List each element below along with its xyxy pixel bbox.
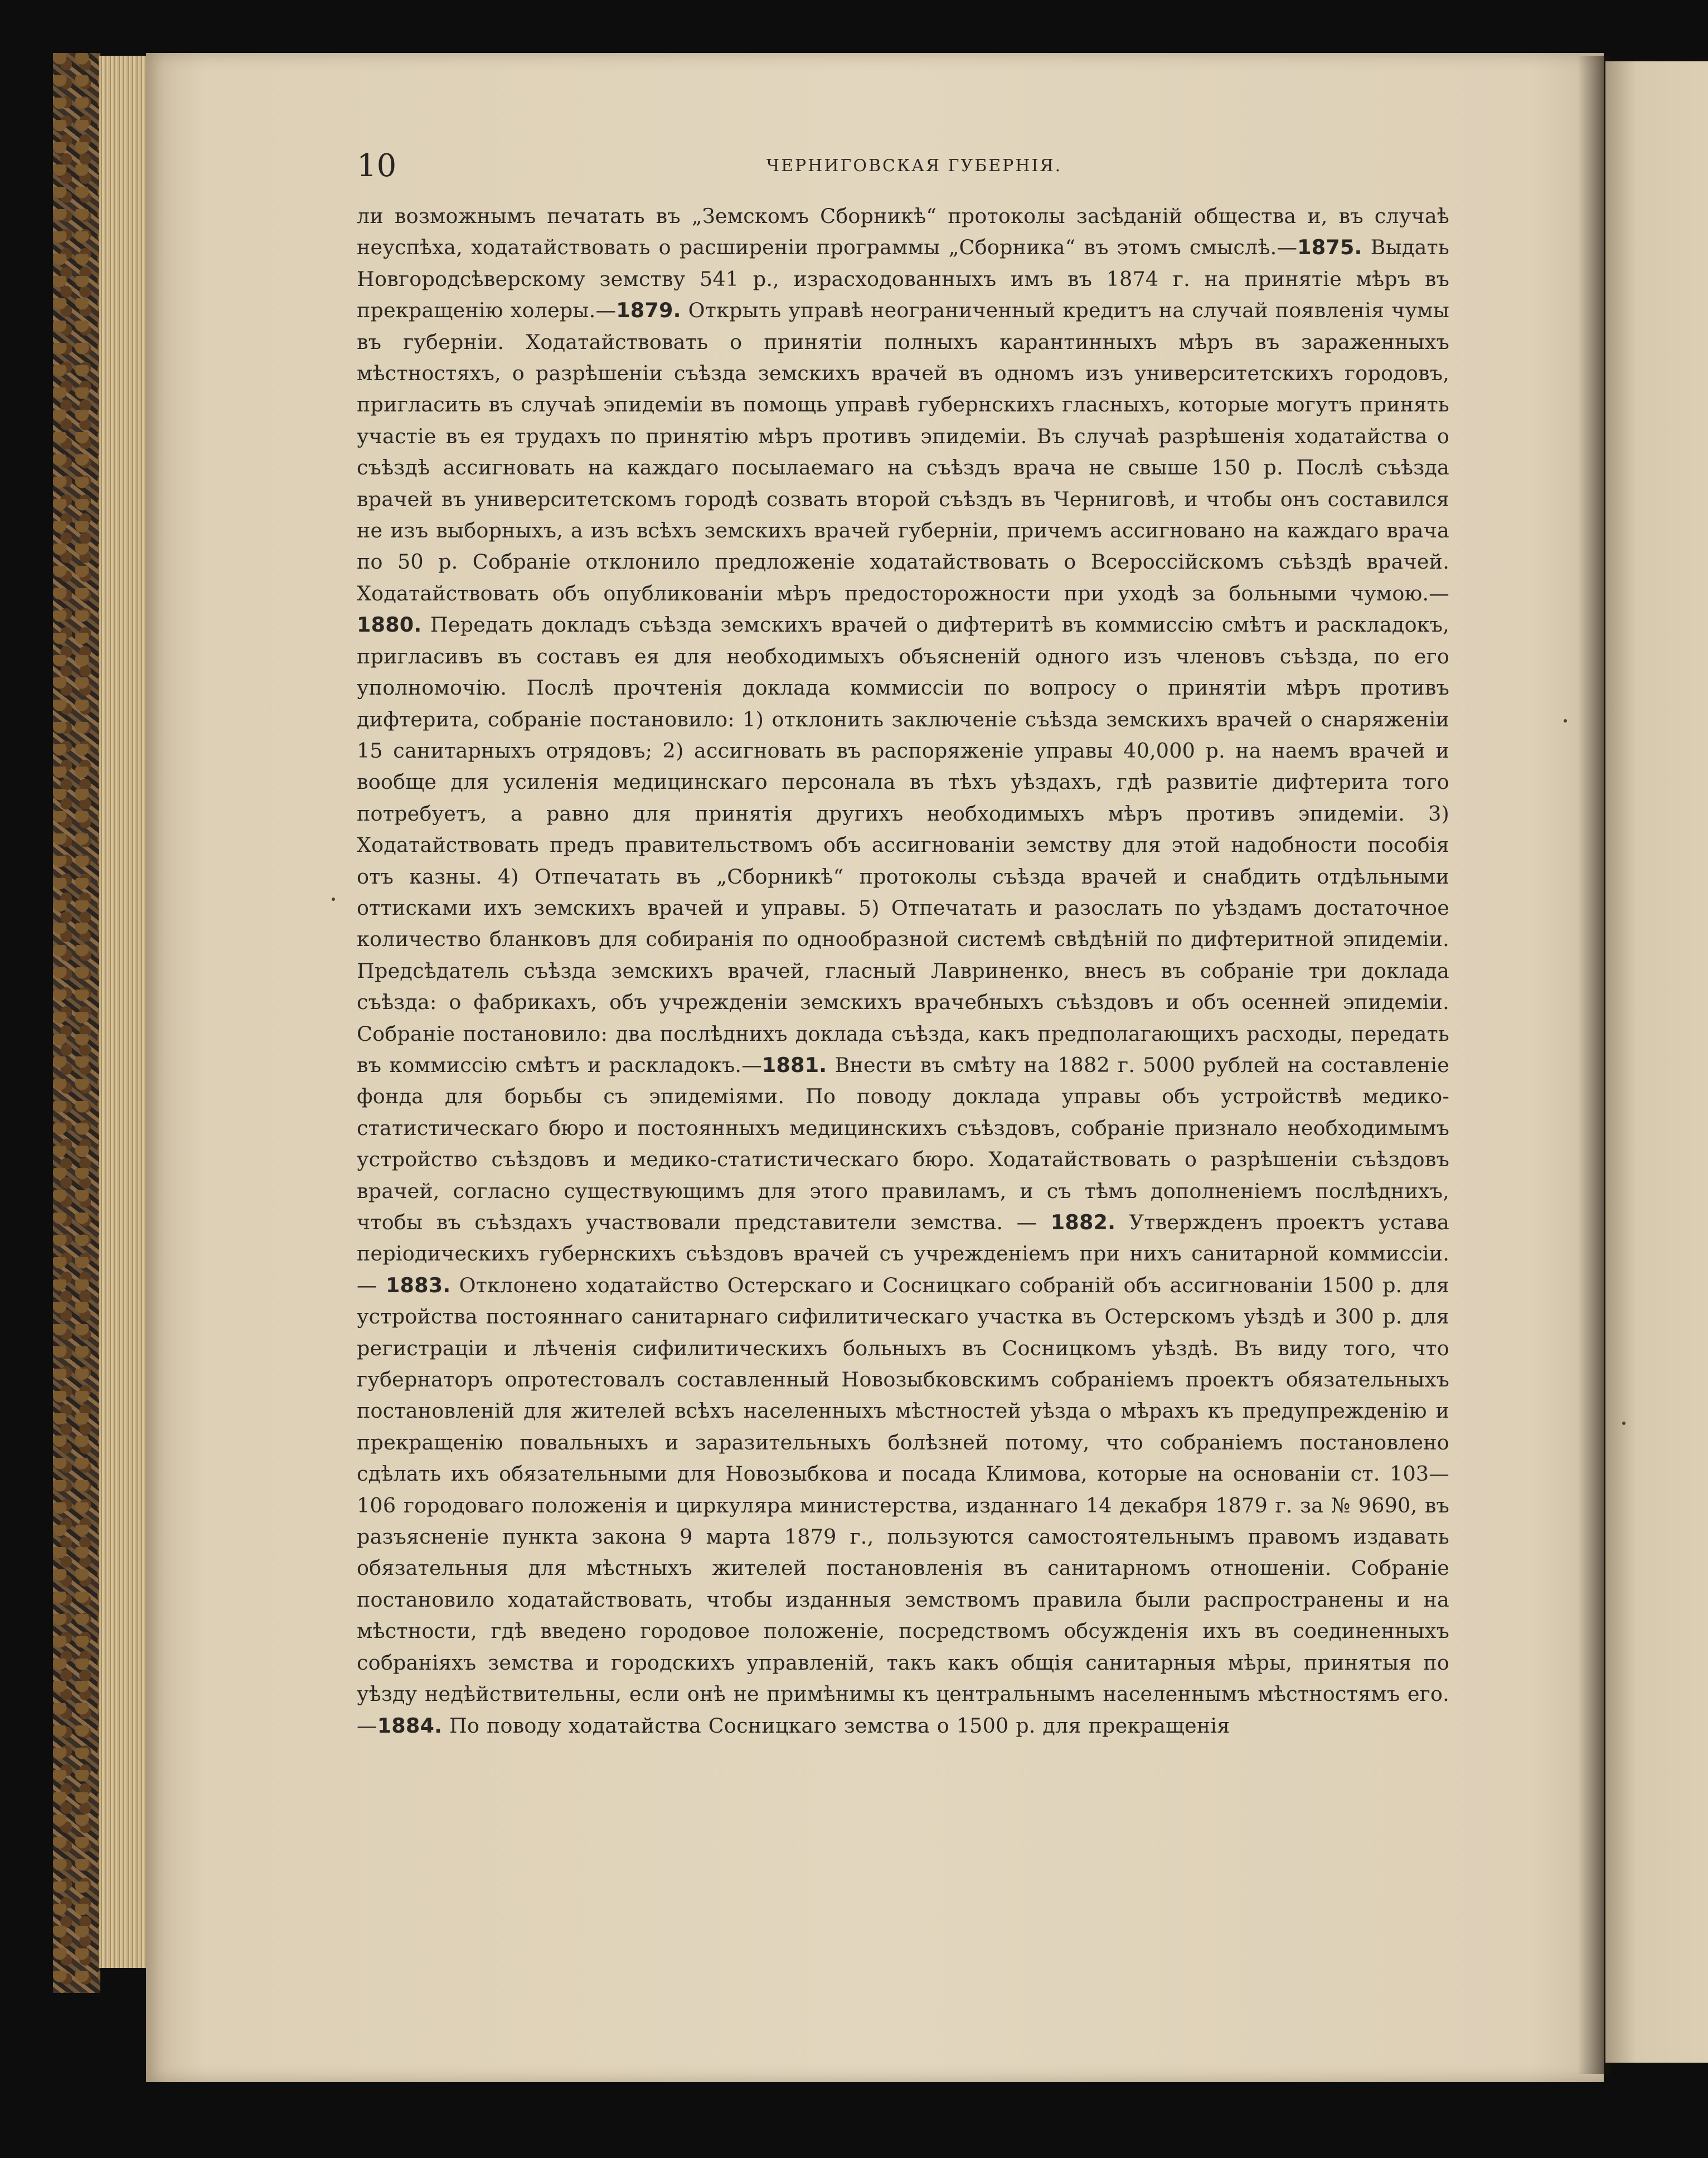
main-paragraph [357,201,1449,1742]
paragraph-text: Выдать Новгородсѣверскому земству 541 р., израсходованныхъ имъ въ 1874 г. на принятіе мѣръ въ прекращенію холеры.— [357,235,1449,323]
paragraph-text: Утвержденъ проектъ устава періодическихъ губернскихъ съѣздовъ врачей съ учрежденіемъ при нихъ санитарной коммиссіи. — [357,1210,1449,1297]
page-stack-edges [99,56,149,1968]
paragraph-text: Внести въ смѣту на 1882 г. 5000 рублей на составленіе фонда для борьбы съ эпидеміями. По поводу доклада управы объ устройствѣ медико-статистическаго бюро и постоянныхъ медицинскихъ съѣздовъ, собраніе признало необходимымъ устройство съѣздовъ и медико-статистическаго бюро. Ходатайствовать о разрѣшеніи съѣздовъ врачей, согласно существующимъ для этого правиламъ, и съ тѣмъ дополненіемъ послѣднихъ, чтобы въ съѣздахъ участвовали представители земства. — [357,1053,1450,1234]
paragraph-text: По поводу ходатайства Сосницкаго земства о 1500 р. для прекращенія [442,1713,1230,1738]
paragraph-text: Передать докладъ съѣзда земскихъ врачей о дифтеритѣ въ коммиссію смѣтъ и раскладокъ, пригласивъ въ составъ ея для необходимыхъ объясненій одного изъ членовъ съѣзда, по его уполномочію. Послѣ прочтенія доклада коммиссіи по вопросу о принятіи мѣръ противъ дифтерита, собраніе постановило: 1) отклонить заключеніе съѣзда земскихъ врачей о снаряженіи 15 санитарныхъ отрядовъ; 2) ассигновать въ распоряженіе управы 40,000 р. на наемъ врачей и вообще для усиленія медицинскаго персонала въ тѣхъ уѣздахъ, гдѣ развитіе дифтерита того потребуетъ, а равно для принятія другихъ необходимыхъ мѣръ противъ эпидеміи. 3) Ходатайствовать предъ правительствомъ объ ассигнованіи земству для этой надобности пособія отъ казны. 4) Отпечатать въ „Сборникѣ“ протоколы съѣзда врачей и снабдить отдѣльными оттисками ихъ земскихъ врачей и управы. 5) Отпечатать и разослать по уѣздамъ достаточное количество бланковъ для собиранія по однообразной системѣ свѣдѣній по дифтеритной эпидеміи. Предсѣдатель съѣзда земскихъ врачей, гласный Лавриненко, внесъ въ собраніе три доклада съѣзда: о фабрикахъ, объ учрежденіи земскихъ врачебныхъ съѣздовъ и объ осенней эпидеміи. Собраніе постановило: два послѣднихъ доклада съѣзда, какъ предполагающихъ расходы, передать въ коммиссію смѣтъ и раскладокъ.— [357,613,1449,1077]
body-text [357,201,1449,1742]
running-title: ЧЕРНИГОВСКАЯ ГУБЕРНІЯ. [766,156,1062,176]
page-header [357,144,1472,188]
year-marker: 1882. [1050,1210,1116,1234]
year-marker: 1875. [1297,235,1362,260]
year-marker: 1881. [761,1053,827,1077]
year-marker: 1880. [357,613,422,637]
year-marker: 1879. [616,298,681,323]
year-marker: 1884. [377,1713,443,1738]
paper-speck [1564,719,1567,722]
marbled-cover-edge [53,53,100,1993]
paragraph-text: ли возможнымъ печатать въ „Земскомъ Сборникѣ“ протоколы засѣданій общества и, въ случаѣ неуспѣха, ходатайствовать о расширеніи программы „Сборника“ въ этомъ смыслѣ.— [357,204,1449,260]
paper-speck [332,898,335,901]
facing-page-edge [1605,61,1708,2063]
paragraph-text: Отклонено ходатайство Остерскаго и Сосницкаго собраній объ ассигнованіи 1500 р. для устройства постояннаго санитарнаго сифилитическаго участка въ Остерскомъ уѣздѣ и 300 р. для регистраціи и лѣченія сифилитическихъ больныхъ въ Сосницкомъ уѣздѣ. Въ виду того, что губернаторъ опротестовалъ составленный Новозыбковскимъ собраніемъ проектъ обязательныхъ постановленій для жителей всѣхъ населенныхъ мѣстностей уѣзда о мѣрахъ къ предупрежденію и прекращенію повальныхъ и заразительныхъ болѣзней потому, что собраніемъ постановлено сдѣлать ихъ обязательными для Новозыбкова и посада Климова, которые на основаніи ст. 103—106 городоваго положенія и циркуляра министерства, изданнаго 14 декабря 1879 г. за № 9690, въ разъясненіе пункта закона 9 марта 1879 г., пользуются самостоятельнымъ правомъ издавать обязательныя для мѣстныхъ жителей постановленія въ санитарномъ отношеніи. Собраніе постановило ходатайствовать, чтобы изданныя земствомъ правила были распространены и на мѣстности, гдѣ введено городовое положеніе, посредствомъ обсужденія ихъ въ соединенныхъ собраніяхъ земства и городскихъ управленій, такъ какъ общія санитарныя мѣры, принятыя по уѣзду недѣйствительны, если онѣ не примѣнимы къ центральнымъ населеннымъ мѣстностямъ его.— [357,1273,1449,1738]
year-marker: 1883. [385,1273,451,1297]
paper-speck [1622,1422,1625,1425]
paragraph-text: Открыть управѣ неограниченный кредитъ на случай появленія чумы въ губерніи. Ходатайствовать о принятіи полныхъ карантинныхъ мѣръ въ зараженныхъ мѣстностяхъ, о разрѣшеніи съѣзда земскихъ врачей въ одномъ изъ университетскихъ городовъ, пригласить въ случаѣ эпидеміи въ помощь управѣ губернскихъ гласныхъ, которые могутъ принять участіе въ ея трудахъ по принятію мѣръ противъ эпидеміи. Въ случаѣ разрѣшенія ходатайства о съѣздѣ ассигновать на каждаго посылаемаго на съѣздъ врача не свыше 150 р. Послѣ съѣзда врачей въ университетскомъ городѣ созвать второй съѣздъ въ Черниговѣ, и чтобы онъ составился не изъ выборныхъ, а изъ всѣхъ земскихъ врачей губерніи, причемъ ассигновано на каждаго врача по 50 р. Собраніе отклонило предложеніе ходатайствовать о Всероссійскомъ съѣздѣ врачей. Ходатайствовать объ опубликованіи мѣръ предосторожности при уходѣ за больными чумою.— [357,298,1449,605]
page-number: 10 [357,148,397,184]
